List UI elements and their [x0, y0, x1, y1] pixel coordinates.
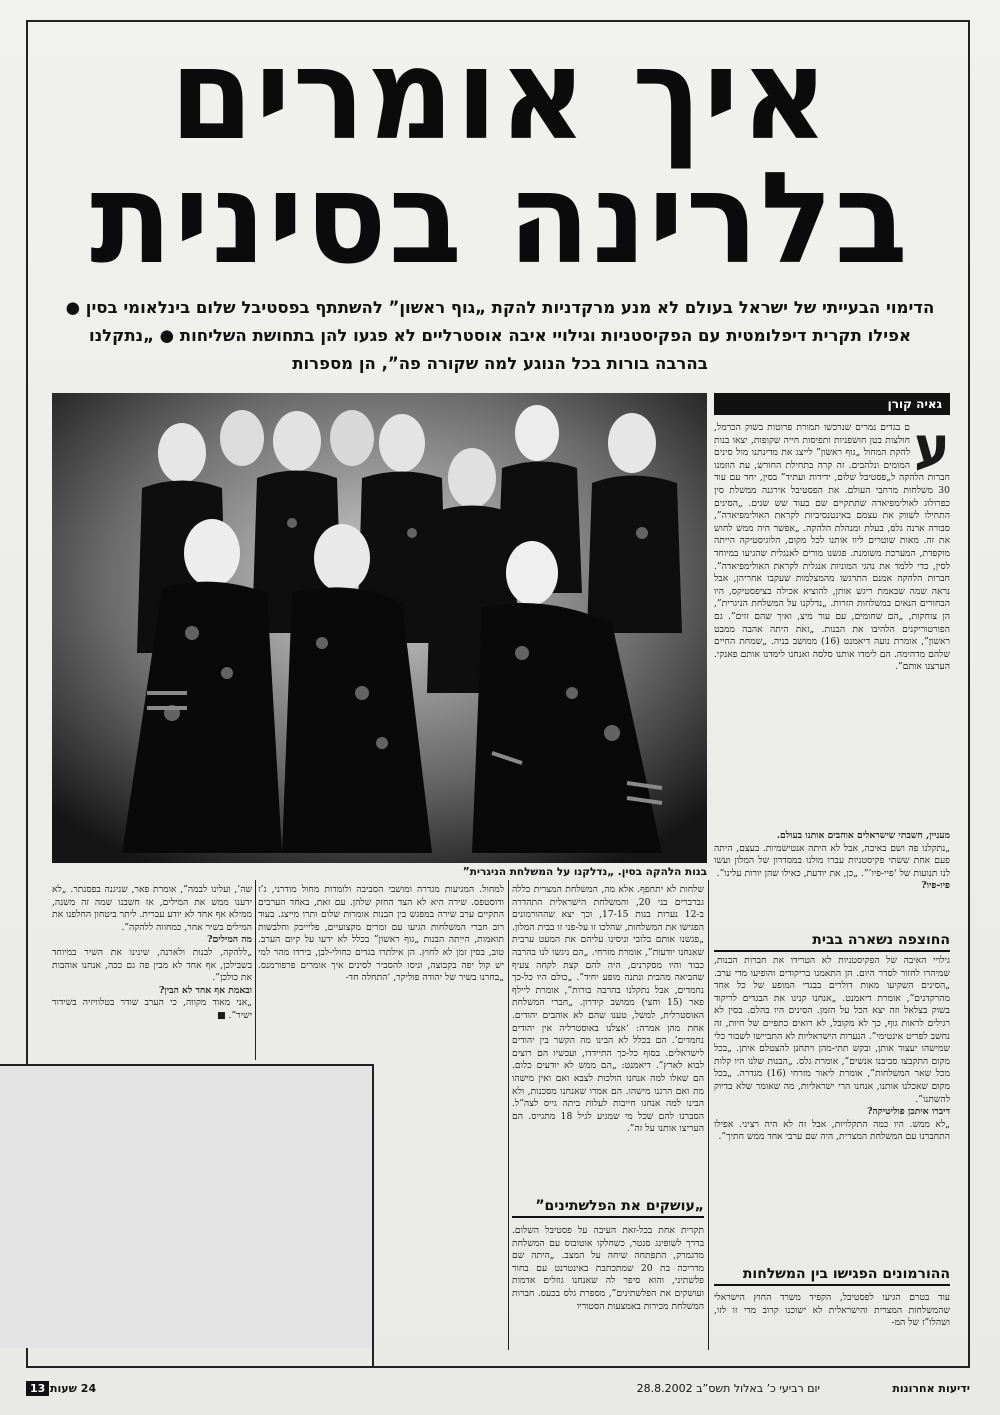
- newspaper-name: ידיעות אחרונות: [892, 1382, 970, 1395]
- photo-caption: בנות הלהקה בסין. „נדלקנו על המשלחת הניגרית”: [462, 866, 707, 878]
- column-right-top: [714, 422, 950, 832]
- section-head-1: החוצפה נשארה בבית: [714, 932, 950, 952]
- ad-space-border: [0, 1064, 374, 1066]
- question-text: דיברו איתכן פוליטיקה?: [867, 1106, 950, 1118]
- article-text: ם בגדים נמרים שנרכשו תמורת פרוטות בשוק הכרמל, חולצות בטן חושפניות ותפיסות חייה שקופות, יצאו בנות להקת המחול „גוף ראשון” לייצג את מדינתנו מול סינים המומים ונלהבים. זה קרה בתחילת החורש, עת הוזמנו חברות הלהקה ל„פסטיבל שלום, ידידות ועתיד” בסין, יחד עם עוד 30 משלחות מרחבי העולם. את הפסטיבל אירגנה ממשלת סין כפרולוג לאולימפיאדה שתתקיים שם בעוד שש שנים. „הסינים התחילו לשווק את עצמם באינטנסיביות לקראת האולימפיאדה”, סבורה ארנה גלס, בעלת ומנהלת הלהקה. „אפשר היה ממש לחוש את זה. מאות שוטרים ליוו אותנו לכל מקום, הלוגיסטיקה הייתה מוקפדת, המערכת משומנת. פגשנו מורים לאנגלית שהגיעו במיוחד לסין, כדי ללמד את נהגי המוניות אנגלית לקראת האולימפיאדה”. חברות הלהקה אמנם התרגשו מהמצלמות שעקבו אחריהן, אבל נראה שמה שבאמת ריגש אותן, להוציא אכילה בציפסטיקס, היו הבחורים הנאים במשלחות הזרות. „נדלקנו על המשלחת הניגרית”, הן צוחקות, „הם שחומים, עם עור מיצ, ואיך שהם זזים”. גם הפורטוריקנים הלהיבו את הבנות. „זאת היתה אהבה ממבט ראשון”, אומרת נועה דיאמנט (16) ממושב בניה. „שמחת החיים שלהם מדהימה. הם לימדו אותנו סלסה ואנחנו לימדנו אותם פאנקי. הערצנו אותם”.: [714, 422, 950, 673]
- page-footer: [26, 1378, 970, 1402]
- column-left: [52, 884, 252, 1064]
- section-head-2: ההורמונים הפגישו בין המשלחות: [714, 1266, 950, 1286]
- headline-line-2: בלרינה בסינית: [90, 146, 910, 293]
- issue-date: יום רביעי כ’ באלול תשס”ב 28.8.2002: [636, 1382, 820, 1395]
- column-rule: [708, 880, 709, 1350]
- answer-text: „ללהקה, לבנות ולארנה, שינינו את השיר במיוחד בשבילכן, אף אחד לא מבין פה גם ככה, אנחנו אוהבות את כולכן”.: [52, 946, 252, 984]
- page-number: 13: [26, 1381, 49, 1396]
- article-text: שה’, ועלינו לבמה”, אומרת פאר, שניגנה בפסנתר. „לא ידענו ממש את המילים, אז חשבנו שמה זה משנה, ממילא אף אחד לא יודע עברית. ליתר ביטחון החלפנו את המילים בשיר אחר, כמחווה ללהקה”.: [52, 884, 252, 933]
- dancers-photo: [52, 393, 707, 863]
- byline: גאיה קורן: [714, 393, 950, 415]
- headline-line-1: איך אומרים: [169, 22, 831, 169]
- ad-space-border: [372, 1066, 374, 1366]
- question-text: מעניין, חשבתי שישראלים אוהבים אותנו בעולם.: [776, 830, 950, 841]
- question-text-2: פיו-פיו?: [921, 880, 950, 892]
- answer-text-2: „אני מאוד מקווה, כי הערב שודר בטלוויזיה בשידור ישיר”. ■: [52, 997, 252, 1021]
- section-name: 24 שעות: [50, 1382, 97, 1395]
- dropcap: ע: [914, 422, 950, 478]
- article-text: עוד בטרם הגיעו לפסטיבל, הקפיד משרד החוץ הישראלי שהמשלחות המצרית והישראלית לא ישוכנו קרוב מדי זו לזו, ושהלו”ז של המ-: [714, 1292, 950, 1329]
- section-head-3: „עושקים את הפלשתינים”: [512, 1198, 704, 1218]
- question-text-2: ובאמת אף אחד לא הבין?: [159, 984, 252, 996]
- column-rule: [255, 880, 256, 1060]
- column-right-s1: [714, 955, 950, 1205]
- blank-ad-space: [0, 1066, 372, 1348]
- answer-text: „נתקלנו פה ושם באיבה, אבל לא היתה אנטישמיות. בעצם, היתה פעם אחת ששתי פקיסטניות עברו מולנו במסדרון של המלון ועשו לנו תנועות של ‘פיי-פיו’”. „כן, את יודעת, כאילו שהן יורות עלינו”.: [714, 842, 950, 879]
- article-text: למחול. המגיעות מגדרה ומושבי הסביבה ולומדות מחול מודרני, ג’ז ודוסטפס. שירה היא לא הצד החזק שלהן. עם זאת, באחד הערבים התקיים ערב שירה במפגש בין הבנות אומרות שלום ותרו מייצג. בעוד רוב חברי המשלחות הגיעו עם זמרים מקצועיים, פליייבק וחלבשות תואמות, הייתה הבנות „גוף ראשון” בכלל לא ידעו על קיום הערב. טוב, בסין זמן לא לחוץ. הן אילתרו בגדים כחולי-לבן, בירדו מהר למי יש קול יפה בקבוצה, וניסו להסביר לסינים איך אומרים פרפורמנס. „בחרנו בשיר של יהודה פוליקר, ‘התחלה חד-: [258, 884, 504, 984]
- column-mid-s3: [512, 1225, 704, 1355]
- column-right-qa: [714, 830, 950, 922]
- column-mid-top: [512, 884, 704, 1189]
- answer-text: „לא ממש. היו כמה התקלויות, אבל זה לא היה רציני. אפילו התחברנו עם המשלחת המצרית, היה שם ערבי אחד ממש חתיך”.: [714, 1118, 950, 1143]
- dancers-photo-illustration: [52, 393, 707, 863]
- article-text: שלחות לא יתחפף. אלא מה, המשלחת המצרית כללה גברברים בני 20, והמשלחת הישראלית התהדרה ב-12 נערות בנות 17-15, וכך יצא שההורמונים הפגישו את המשלחות, שהלכו זו על-פני זו בבית המלון. „פגשנו אותם בלובי וניסינו עליהם את המעט ערבית שאנחנו יודעות”, אומרת מזרחי. „הם ניגשו לנו בהרבה כבוד והיו מסקרנים, היה להם קצת לקחה צעיף שהביאה מהבית ונתנה מופע יחיד”. „כולם היו כל-כך נחמדים, אבל נתקלנו בהרבה בורות”, אומרת ליילף פאר (15 וחצי) ממושב קידרון. „חברי המשלחת האוסטרלית, למשל, טענו שהם לא אוהבים יהודים. אחת מהן אמרה: ‘אצלנו באוסטרליה אין יהודים נחמדים’. הם בכלל לא הבינו מה הקשר בין יהודים לישראלים. בסוף כל-כך התיידדו, ועכשיו הם רוצים לבוא לארץ”. דיאמנט: „הם ממש לא יודעים כלום. הם שאלו למה אנחנו הולכות לצבא ואם ואין מישהו מת ואם הרגנו מישהו. הם אמרו שאנחנו מסכנות, ולא הבינו למה אנחנו חייבות לעלות ביתה גייס לצה”ל. הסברנו להם שכל מי שמגיע לגיל 18 מתגייס. הם העריצו אותנו על זה”.: [512, 884, 704, 1135]
- column-right-s2: [714, 1292, 950, 1352]
- article-text: תקרית אחת בכל-זאת העיבה על פסטיבל השלום. בדרך לשופינג סנטר, כשחלקו אוטובוס עם המשלחת מדגמרק, התפתחה שיחה על המצב. „היתה שם מדריכה בת 20 שמתכתבת באינטרנט עם בחור פלשתיני, והוא סיפר לה שאנחנו גוזלים אדמות ועושקים את הפלשתינים”, מספרת גלס בכעס. חברות המשלחת מכירות באמצעות הסטוריו: [512, 1225, 704, 1312]
- article-text: גילויי האיבה של הפקיסטניות לא הטרידו את חברות הבנות, שמיהרו לחזור לסדר היום. הן התאמנו בריקודים והופיעו מדי ערב. „הסינים השקיעו מאות דולרים בבגדי המופע של כל אחד מהרקדנים”, אומרת דיאמנט. „אנחנו קנינו את הבגדים לריקוד בשוק בצלאל וזה יצא הכל על הזמן. הסינים היו בהלם. בסין לא רגילים לראות גוף, כך לא מקובל, לא רואים כתפיים של חיות, זה נחשב לפריט אינטימי”. הנערות הישראליות לא התביישו לשבור כלי שמישהו יעצור אותן, ובקש תתי-מהן ויתחנן להצטלם איתן. „בכל מקום התקבצו סביבנו אנשים”, אומרת גלס. „הבנות שלנו היו קלות מכל שאר המשלחות”, אומרת ליאור מזרחי (16) מגדרה. „בכל מקום שאכלנו אותנו, אנחנו הרי ישראליות, מה שאומר שלא בדיוק להשתנו”.: [714, 955, 950, 1105]
- column-left-mid: [258, 884, 504, 1064]
- column-rule: [508, 880, 509, 1350]
- subheadline: הדימוי הבעייתי של ישראל בעולם לא מנע מרקדניות להקת „גוף ראשון” להשתתף בפסטיבל שלום בינלאומי בסין ● אפילו תקרית דיפלומטית עם הפקיסטניות וגילויי איבה אוסטרליים לא פגעו להן בתחושת השליחות ● „נתקלנו בהרבה בורות בכל הנוגע למה שקורה פה”, הן מספרות: [65, 298, 935, 373]
- question-text: מה המילים?: [207, 934, 252, 946]
